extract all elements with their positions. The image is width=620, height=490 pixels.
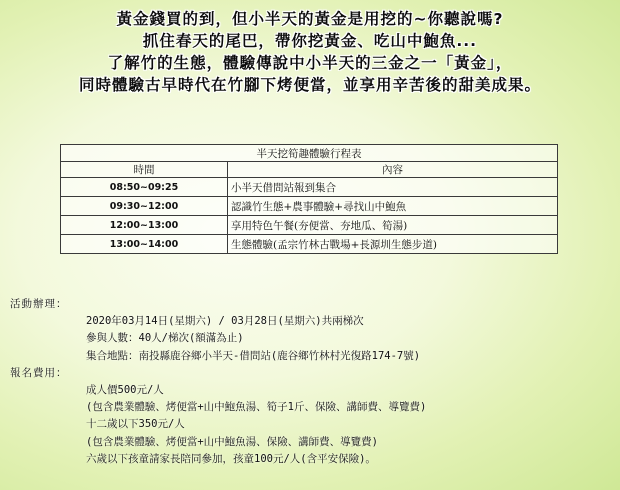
content-cell: 享用特色午餐(夯便當、夯地瓜、筍湯)	[228, 216, 558, 235]
table-row	[61, 197, 558, 216]
event-details	[0, 296, 620, 468]
column-header-time: 時間	[61, 162, 228, 178]
intro-line: 抓住春天的尾巴，帶你挖黃金、吃山中鮑魚...	[142, 32, 478, 50]
fees-heading: 報名費用：	[10, 366, 68, 379]
fee-young-child: 六歲以下孩童請家長陪同參加，孩童100元/人(含平安保險)。	[86, 452, 376, 465]
table-row	[61, 216, 558, 235]
activity-heading: 活動辦理：	[10, 298, 68, 310]
fee-adult-includes: (包含農業體驗、烤便當+山中鮑魚湯、筍子1斤、保險、講師費、導覽費)	[86, 401, 427, 414]
schedule-title: 半天挖筍趣體驗行程表	[61, 145, 558, 162]
fee-adult: 成人價500元/人	[86, 384, 164, 397]
time-cell: 09:30~12:00	[61, 197, 228, 216]
intro-line: 了解竹的生態，體驗傳說中小半天的三金之一「黃金」，	[107, 54, 513, 72]
activity-participants: 參與人數：40人/梯次(額滿為止)	[86, 332, 244, 345]
table-row	[61, 178, 558, 197]
fee-child: 十二歲以下350元/人	[86, 418, 185, 431]
time-cell: 13:00~14:00	[61, 235, 228, 254]
activity-date: 2020年03月14日(星期六) / 03月28日(星期六)共兩梯次	[86, 315, 364, 328]
content-cell: 認識竹生態+農事體驗+尋找山中鮑魚	[228, 197, 558, 216]
content-cell: 小半天借問站報到集合	[228, 178, 558, 197]
intro-line: 黃金錢買的到，但小半天的黃金是用挖的~你聽說嗎?	[116, 10, 504, 28]
time-cell: 08:50~09:25	[61, 178, 228, 197]
intro-text	[0, 8, 620, 96]
column-header-content: 內容	[228, 162, 558, 178]
schedule-title-row	[61, 145, 558, 162]
table-row	[61, 235, 558, 254]
activity-location: 集合地點：南投縣鹿谷鄉小半天-借問站(鹿谷鄉竹林村光復路174-7號)	[86, 349, 421, 362]
intro-line: 同時體驗古早時代在竹腳下烤便當，並享用辛苦後的甜美成果。	[78, 76, 541, 94]
schedule-table	[60, 144, 558, 254]
content-cell: 生態體驗(孟宗竹林古戰場+長源圳生態步道)	[228, 235, 558, 254]
time-cell: 12:00~13:00	[61, 216, 228, 235]
fee-child-includes: (包含農業體驗、烤便當+山中鮑魚湯、保險、講師費、導覽費)	[86, 435, 378, 448]
schedule-header-row	[61, 162, 558, 178]
